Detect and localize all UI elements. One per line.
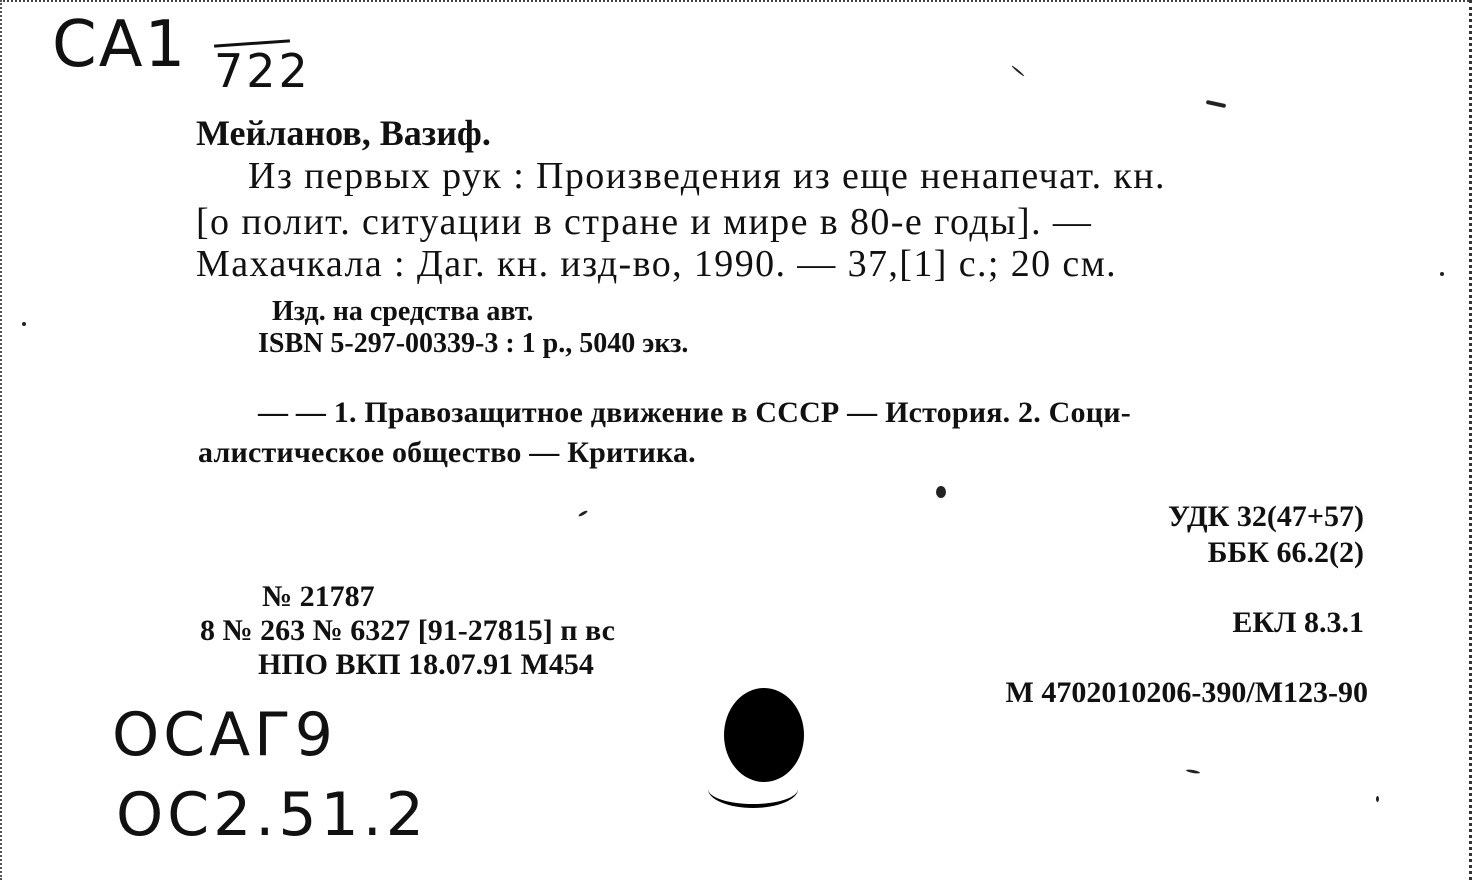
- ink-speck: [22, 322, 26, 326]
- punch-hole-smudge: [708, 770, 798, 808]
- handwritten-shelf-mark: OCAГ9: [112, 700, 337, 770]
- subjects-line-2: алистическое общество — Критика.: [198, 436, 696, 469]
- ink-speck: [1440, 272, 1444, 276]
- printing-info: НПО ВКП 18.07.91 М454: [258, 648, 594, 681]
- registration-number: № 21787: [262, 580, 375, 613]
- title-line-1: Из первых рук : Произведения из еще ненапечат. кн.: [248, 155, 1166, 197]
- bbk-index: ББК 66.2(2): [1207, 536, 1364, 569]
- ink-speck: [1011, 65, 1025, 77]
- m-code: М 4702010206-390/М123-90: [1005, 676, 1368, 709]
- punch-hole: [724, 688, 804, 782]
- ink-speck: [1206, 100, 1226, 108]
- handwritten-location-code: OC2.51.2: [116, 780, 428, 850]
- card-right-edge: [1466, 0, 1472, 880]
- isbn-line: ISBN 5-297-00339-3 : 1 р., 5040 экз.: [258, 328, 689, 359]
- subjects-line-1: — — 1. Правозащитное движение в СССР — История. 2. Соци-: [258, 396, 1131, 429]
- ink-speck: [1186, 769, 1200, 774]
- ink-speck: [578, 510, 588, 518]
- card-left-edge: [0, 0, 5, 880]
- ink-speck: [1376, 796, 1379, 802]
- publication-note: Изд. на средства авт.: [272, 296, 534, 327]
- handwritten-number: 722: [214, 44, 311, 98]
- ekl-index: ЕКЛ 8.3.1: [1232, 606, 1364, 639]
- ink-speck: [936, 486, 946, 498]
- author-heading: Мейланов, Вазиф.: [196, 113, 491, 153]
- udk-index: УДК 32(47+57): [1168, 500, 1364, 533]
- card-top-edge: [0, 0, 1472, 5]
- title-line-3: Махачкала : Даг. кн. изд-во, 1990. — 37,[1] с.; 20 см.: [196, 243, 1118, 285]
- title-line-2: [о полит. ситуации в стране и мире в 80-е годы]. —: [196, 201, 1093, 243]
- handwritten-cipher: CA1: [52, 8, 188, 82]
- registration-details: 8 № 263 № 6327 [91-27815] п вс: [200, 614, 615, 647]
